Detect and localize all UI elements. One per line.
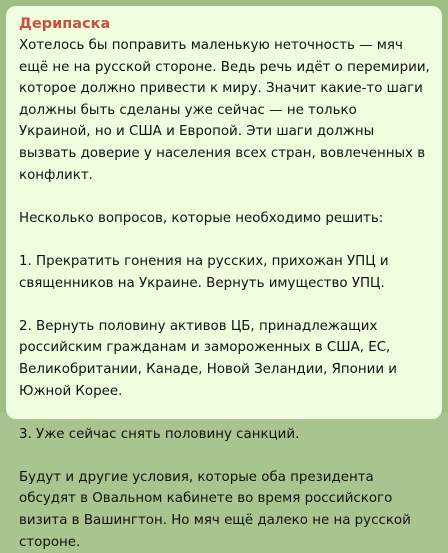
message-bubble[interactable]: [6, 6, 442, 550]
message-paragraph-closing: Будут и другие условия, которые оба президента обсудят в Овальном кабинете во время российского визита в Вашингтон. Но мяч ещё далеко не на русской стороне.: [19, 469, 411, 550]
paragraph-gap: [19, 294, 432, 316]
sender-name[interactable]: Дерипаска: [19, 16, 111, 32]
message-paragraph-item-1: 1. Прекратить гонения на русских, прихожан УПЦ и священников на Украине. Вернуть имущество УПЦ.: [19, 253, 389, 291]
paragraph-gap: [19, 445, 432, 467]
message-paragraph-item-3: 3. Уже сейчас снять половину санкций.: [19, 426, 300, 442]
message-paragraph-intro: Хотелось бы поправить маленькую неточность — мяч ещё не на русской стороне. Ведь речь идёт о перемирии, которое должно привести к миру. Значит какие-то шаги должны быть сделаны уже сейчас — не только Украиной, но и США и Европой. Эти шаги должны вызвать доверие у населения всех стран, вовлеченных в конфликт.: [19, 38, 430, 183]
paragraph-gap: [19, 229, 432, 251]
message-paragraph-item-2: 2. Вернуть половину активов ЦБ, принадлежащих российским гражданам и замороженных в США, ЕС, Великобритании, Канаде, Новой Зеландии, Японии и Южной Корее.: [19, 318, 397, 399]
message-paragraph-questions: Несколько вопросов, которые необходимо решить:: [19, 210, 384, 226]
paragraph-gap: [19, 186, 432, 208]
